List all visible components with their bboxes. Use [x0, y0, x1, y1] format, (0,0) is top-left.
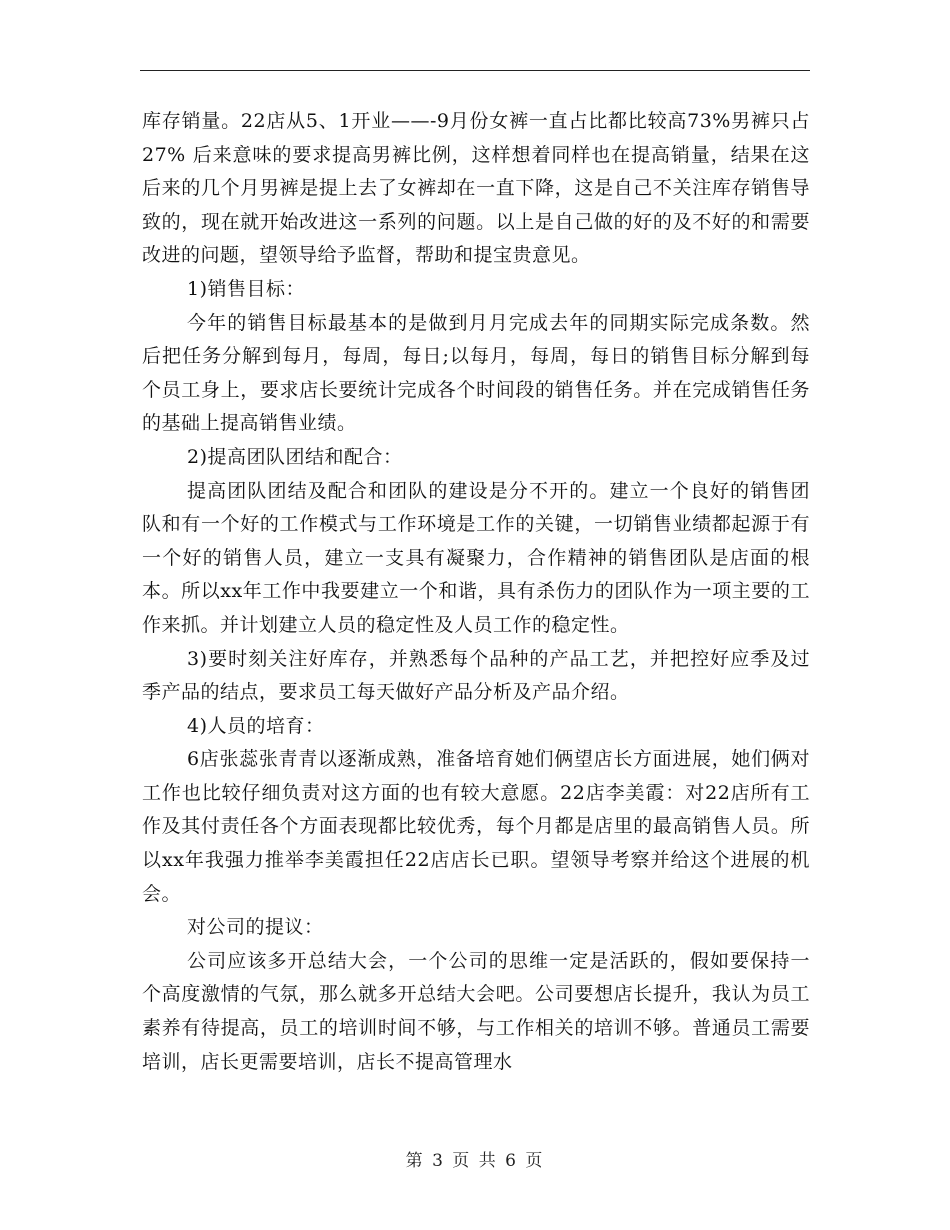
- paragraph-team-unity: 提高团队团结及配合和团队的建设是分不开的。建立一个良好的销售团队和有一个好的工作模式与工作环境是工作的关键，一切销售业绩都起源于有一个好的销售人员，建立一支具有凝聚力，合作精神的销售团队是店面的根本。所以xx年工作中我要建立一个和谐，具有杀伤力的团队作为一项主要的工作来抓。并计划建立人员的稳定性及人员工作的稳定性。: [142, 479, 810, 636]
- header-rule: [140, 70, 810, 71]
- heading-sales-target: 1)销售目标：: [187, 277, 306, 300]
- paragraph-company-suggestions: 公司应该多开总结大会，一个公司的思维一定是活跃的，假如要保持一个高度激情的气氛，那么就多开总结大会吧。公司要想店长提升，我认为员工素养有待提高，员工的培训时间不够，与工作相关的培训不够。普通员工需要培训，店长更需要培训，店长不提高管理水: [142, 949, 810, 1073]
- heading-staff-training: 4)人员的培育：: [187, 714, 325, 737]
- heading-team-unity: 2)提高团队团结和配合：: [187, 445, 403, 468]
- paragraph-inventory-focus: 3)要时刻关注好库存，并熟悉每个品种的产品工艺，并把控好应季及过季产品的结点，要求员工每天做好产品分析及产品介绍。: [142, 647, 810, 704]
- paragraph-sales-target: 今年的销售目标最基本的是做到月月完成去年的同期实际完成条数。然后把任务分解到每月，每周，每日;以每月，每周，每日的销售目标分解到每个员工身上，要求店长要统计完成各个时间段的销售任务。并在完成销售任务的基础上提高销售业绩。: [142, 311, 810, 435]
- heading-company-suggestions: 对公司的提议：: [187, 916, 324, 939]
- page-number: 第 3 页 共 6 页: [405, 1151, 545, 1171]
- paragraph-staff-training: 6店张蕊张青青以逐渐成熟，准备培育她们俩望店长方面进展，她们俩对工作也比较仔细负责对这方面的也有较大意愿。22店李美霞：对22店所有工作及其付责任各个方面表现都比较优秀，每个月都是店里的最高销售人员。所以xx年我强力推举李美霞担任22店店长已职。望领导考察并给这个进展的机会。: [142, 748, 810, 905]
- document-body: [142, 105, 810, 1079]
- paragraph-inventory-review: 库存销量。22店从5、1开业——-9月份女裤一直占比都比较高73%男裤只占27% 后来意味的要求提高男裤比例，这样想着同样也在提高销量，结果在这后来的几个月男裤是提上去了女裤却在一直下降，这是自己不关注库存销售导致的，现在就开始改进这一系列的问题。以上是自己做的好的及不好的和需要改进的问题，望领导给予监督，帮助和提宝贵意见。: [142, 110, 810, 267]
